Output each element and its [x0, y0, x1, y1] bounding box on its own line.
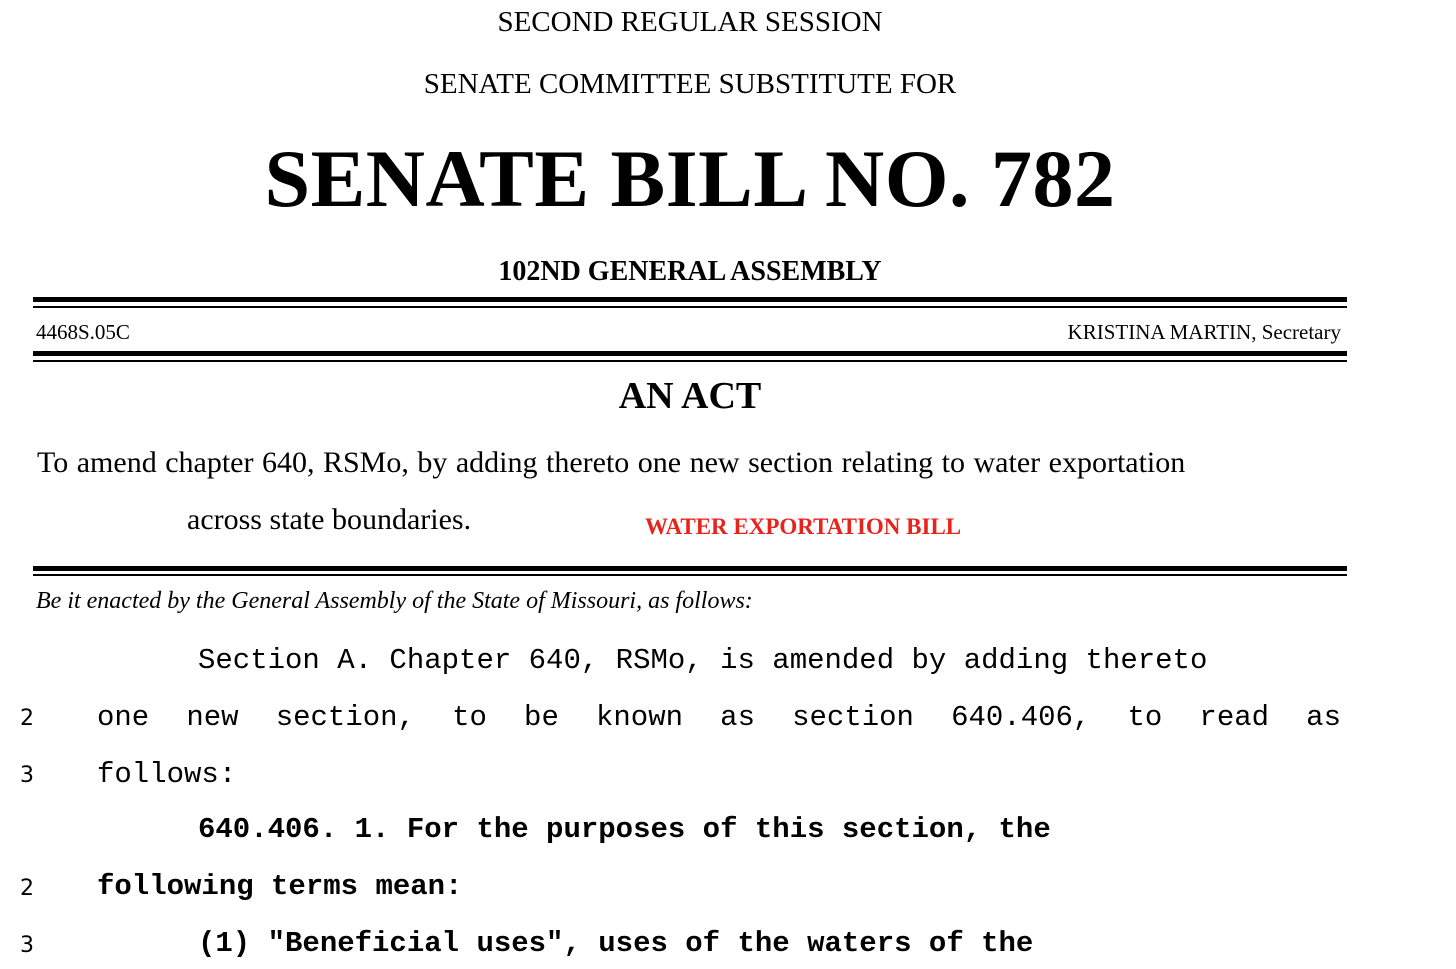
section-640406-line-1: 640.406. 1. For the purposes of this section, the [198, 813, 1051, 846]
bill-code: 4468S.05C [36, 320, 130, 344]
line-number: 2 [20, 706, 34, 731]
section-640406-line-3: (1) "Beneficial uses", uses of the waters of the [198, 927, 1034, 960]
enacting-clause: Be it enacted by the General Assembly of the State of Missouri, as follows: [36, 588, 753, 614]
act-heading: AN ACT [618, 375, 762, 417]
rule-thin [33, 306, 1347, 308]
rule-thin [33, 574, 1347, 576]
top-double-rule [33, 297, 1347, 308]
bottom-double-rule [33, 566, 1347, 576]
bill-title: SENATE BILL NO. 782 [264, 133, 1116, 224]
bill-annotation-label: WATER EXPORTATION BILL [645, 514, 962, 539]
section-a-line-1: Section A. Chapter 640, RSMo, is amended by adding thereto [198, 644, 1208, 677]
session-heading: SECOND REGULAR SESSION [497, 6, 883, 38]
act-purpose-line-1: To amend chapter 640, RSMo, by adding thereto one new section relating to water exportation [37, 446, 1186, 479]
secretary-name: KRISTINA MARTIN, Secretary [1067, 320, 1341, 344]
rule-thin [33, 360, 1347, 362]
line-number: 2 [20, 876, 34, 901]
section-a-line-3: follows: [97, 758, 237, 791]
line-number: 3 [20, 933, 34, 958]
assembly-heading: 102ND GENERAL ASSEMBLY [498, 256, 882, 287]
section-640406-line-2: following terms mean: [97, 870, 463, 903]
middle-double-rule [33, 351, 1347, 362]
act-purpose-line-2: across state boundaries. [187, 503, 472, 536]
line-number: 3 [20, 763, 34, 788]
section-a-line-2: one new section, to be known as section 640.406, to read as [97, 701, 1341, 734]
committee-heading: SENATE COMMITTEE SUBSTITUTE FOR [423, 68, 957, 100]
